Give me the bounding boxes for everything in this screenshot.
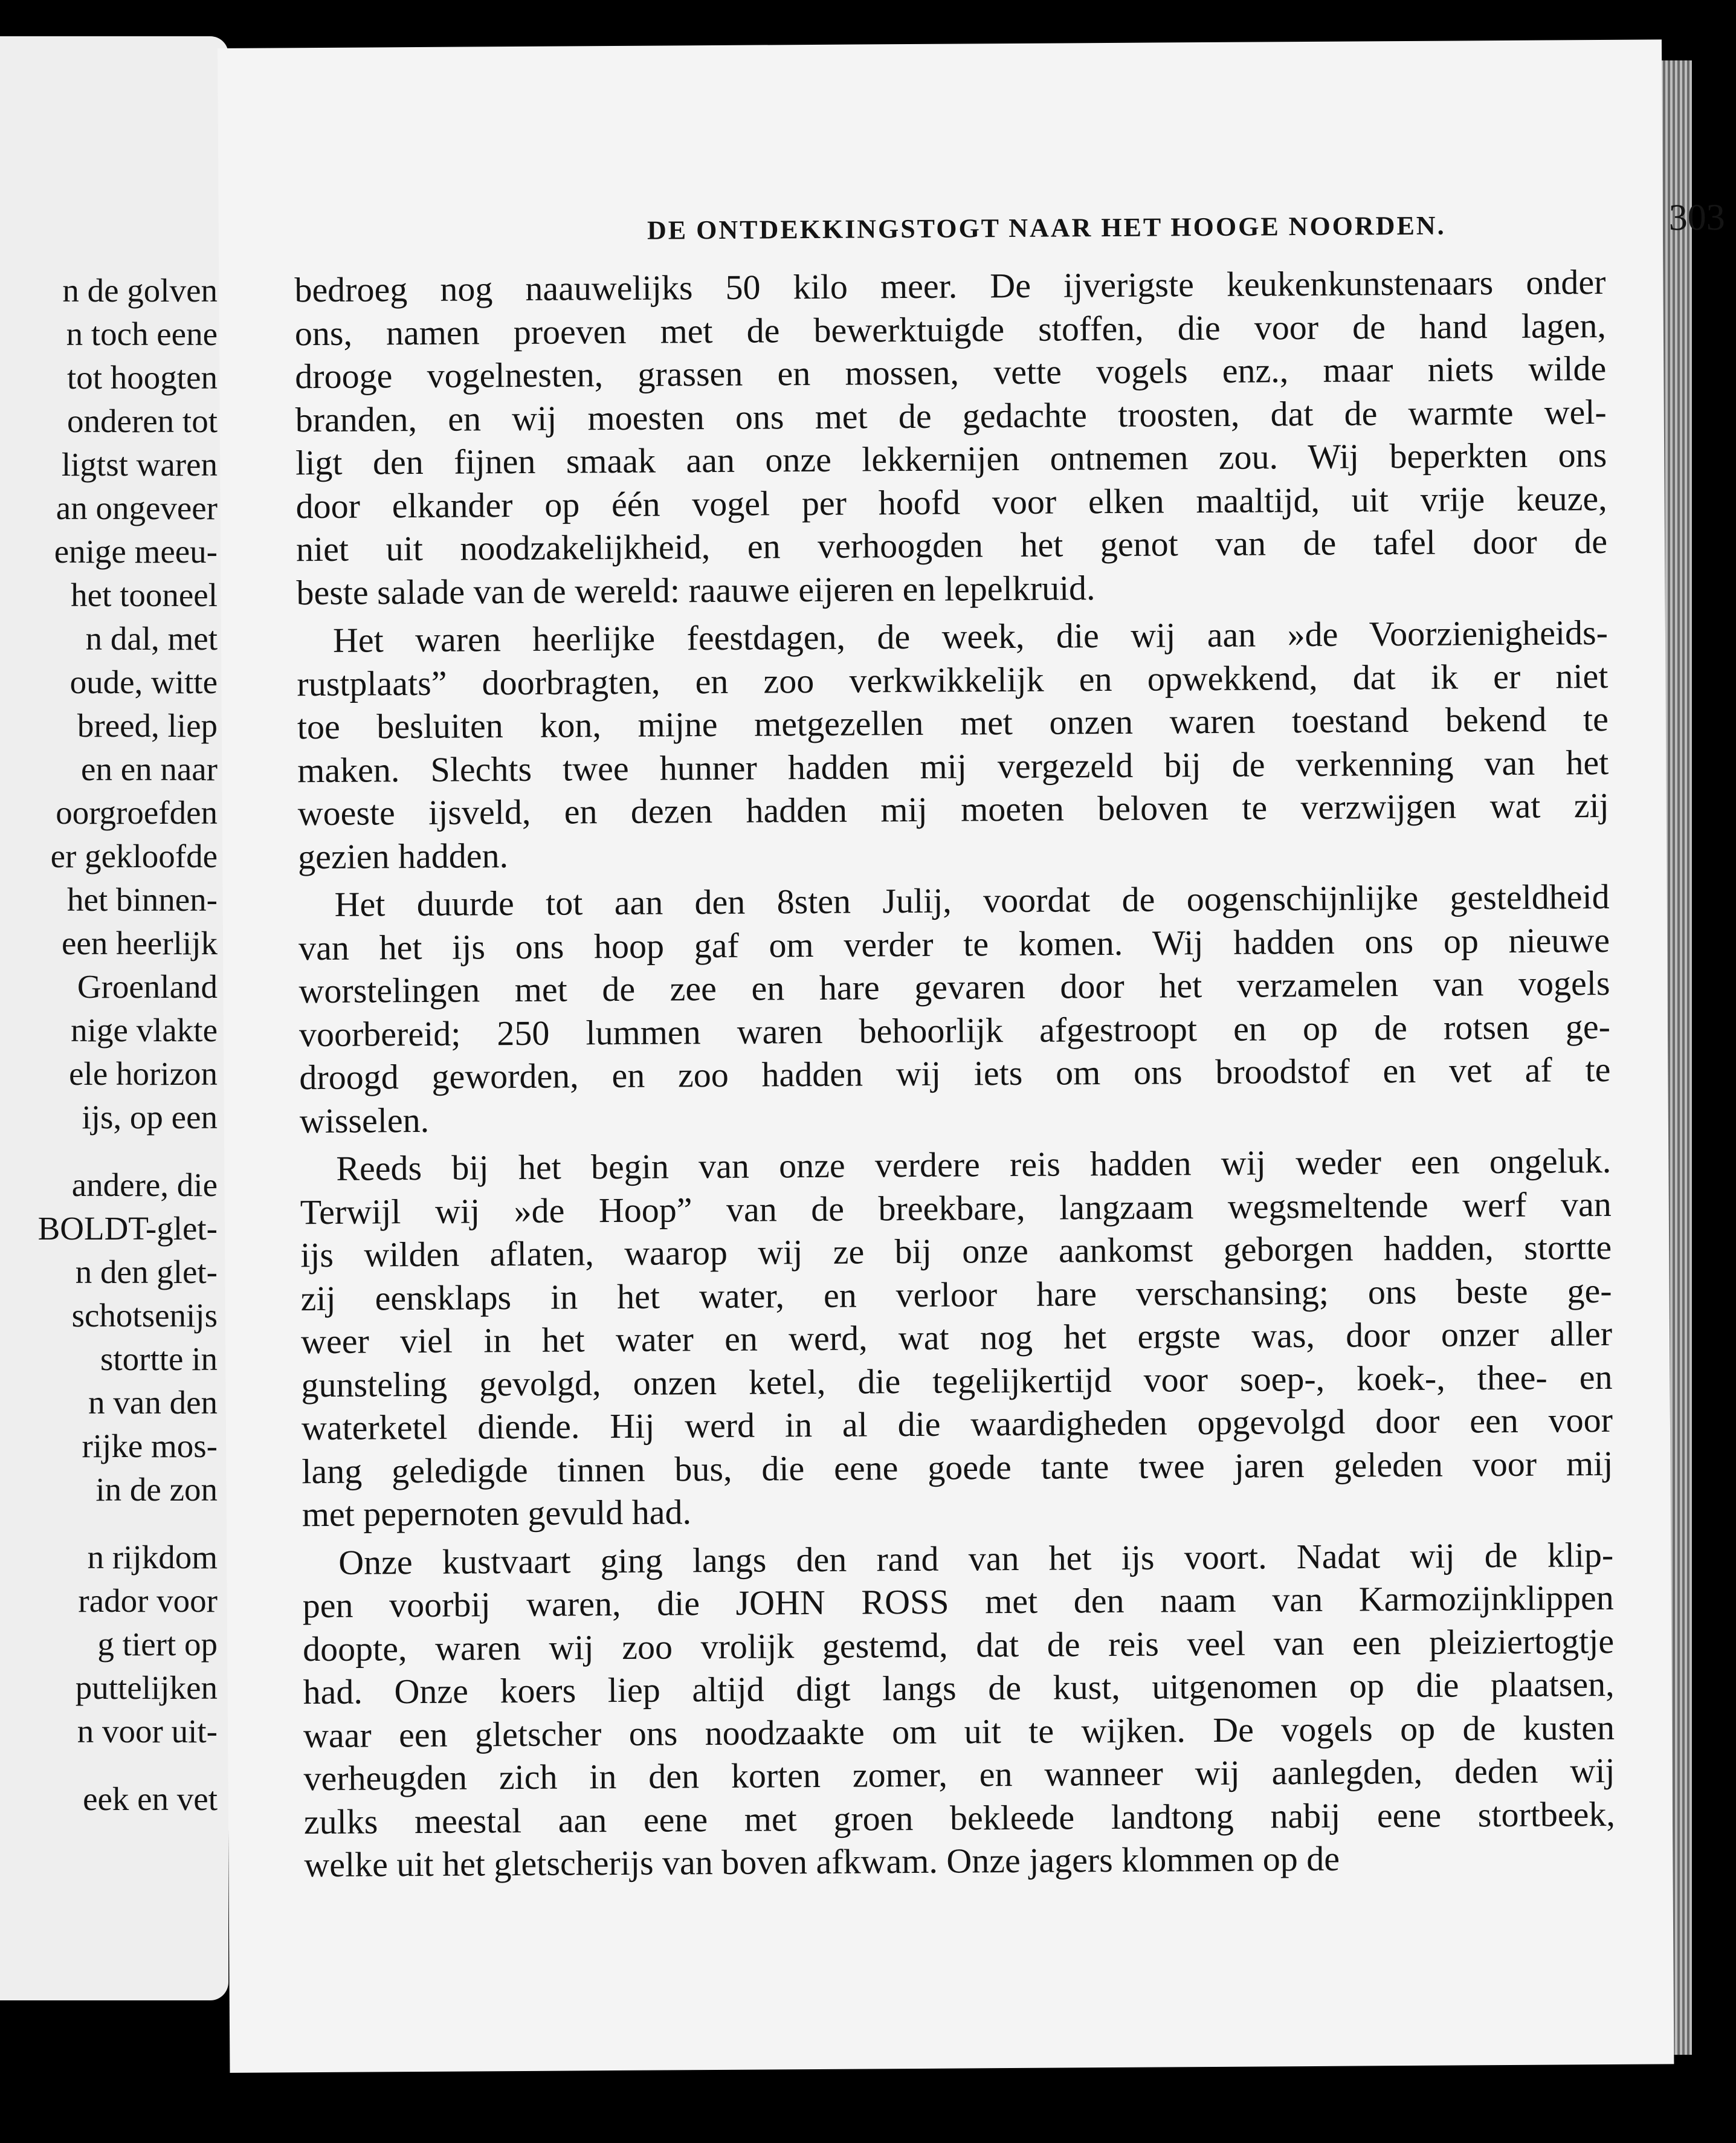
text-line: van het ijs ons hoop gaf om verder te komen. Wij hadden ons op nieuwe [298,920,1610,968]
left-page-line [0,1139,224,1163]
text-line: beste salade van de wereld: raauwe eijeren en lepelkruid. [296,567,1095,612]
text-line: Het waren heerlijke feestdagen, de week, die wij aan »de Voorzienigheids- [332,612,1609,660]
left-page-line: tot hoogten [66,359,218,396]
left-page-line: stortte in [100,1340,218,1377]
paragraph [298,875,1611,1142]
text-line: drooge vogelnesten, grassen en mossen, vette vogels enz., maar niets wilde [295,348,1607,396]
left-page-text [0,269,224,1821]
paragraph [297,611,1610,878]
left-page-line: BOLDT-glet- [37,1210,218,1247]
left-page-line: puttelijken [75,1669,218,1706]
left-page-line: rijke mos- [82,1427,218,1464]
left-page-line: een heerlijk [61,925,218,962]
text-line: Het duurde tot aan den 8sten Julij, voordat de oogenschijnlijke gesteldheid [334,876,1610,924]
text-line: welke uit het gletscherijs van boven afkwam. Onze jagers klommen op de [304,1838,1340,1885]
left-page-line: ijs, op een [82,1099,218,1136]
text-line: Terwijl wij »de Hoop” van de breekbare, langzaam wegsmeltende werf van [300,1184,1612,1232]
paragraph [294,260,1607,614]
text-line: wisselen. [299,1100,430,1140]
left-facing-page [0,36,228,2000]
text-line: waterketel diende. Hij werd in al die waardigheden opgevolgd door een voor [301,1400,1613,1448]
left-page-line: Groenland [77,968,218,1005]
left-page-line [0,1753,224,1777]
text-line: ligt den fijnen smaak aan onze lekkernijen ontnemen zou. Wij beperkten ons [295,435,1607,483]
left-page-line: n voor uit- [77,1713,218,1750]
text-line: met pepernoten gevuld had. [302,1492,692,1534]
left-page-line: g tiert op [97,1626,218,1663]
text-line: doopte, waren wij zoo vrolijk gestemd, dat de reis veel van een pleiziertogtje [302,1621,1615,1669]
left-page-line: oude, witte [69,664,218,700]
left-page-line: n den glet- [75,1253,218,1290]
left-page-line: oorgroefden [56,794,218,831]
left-page-line: het tooneel [71,577,218,613]
text-line: voorbereid; 250 lummen waren behoorlijk afgestroopt en op de rotsen ge- [298,1006,1611,1054]
paragraph [302,1533,1615,1886]
left-page-line: in de zon [95,1471,218,1508]
body-text [294,260,1615,1887]
left-page-line: n van den [88,1384,218,1421]
text-line: gezien hadden. [297,835,509,876]
text-line: pen voorbij waren, die JOHN ROSS met den naam van Karmozijnklippen [302,1577,1614,1626]
left-page-line: n rijkdom [87,1539,218,1576]
text-line: Reeds bij het begin van onze verdere reis hadden wij weder een ongeluk. [336,1140,1612,1188]
text-line: weer viel in het water en werd, wat nog het ergste was, door onzer aller [300,1313,1613,1362]
page-number: 303 [1668,196,1725,239]
text-line: branden, en wij moesten ons met de gedachte troosten, dat de warmte wel- [295,392,1607,439]
right-page [218,39,1725,2073]
left-page-line: en en naar [81,751,218,787]
left-page-line: nige vlakte [71,1012,218,1049]
left-page-line [0,1511,224,1536]
text-line: zij eensklaps in het water, en verloor hare verschansing; ons beste ge- [300,1270,1612,1318]
left-page-line: ligtst waren [61,446,218,483]
text-line: niet uit noodzakelijkheid, en verhoogden het genot van de tafel door de [295,521,1608,569]
text-line: droogd geworden, en zoo hadden wij iets om ons broodstof en vet af te [299,1049,1611,1097]
left-page-line: ele horizon [69,1055,218,1092]
left-page-line: breed, liep [77,707,218,744]
text-line: rustplaats” doorbragten, en zoo verkwikkelijk en opwekkend, dat ik er niet [297,656,1609,703]
left-page-line: andere, die [71,1166,218,1203]
left-page-line: enige meeu- [54,533,218,570]
text-line: zulks meestal aan eene met groen bekleede landtong nabij eene stortbeek, [303,1794,1616,1841]
text-line: Onze kustvaart ging langs den rand van het ijs voort. Nadat wij de klip- [338,1534,1614,1582]
text-line: had. Onze koers liep altijd digt langs de kust, uitgenomen op die plaatsen, [303,1664,1615,1712]
text-line: waar een gletscher ons noodzaakte om uit te wijken. De vogels op de kusten [303,1707,1615,1755]
left-page-line: er gekloofde [50,838,218,874]
text-line: ijs wilden aflaten, waarop wij ze bij onze aankomst geborgen hadden, stortte [300,1227,1612,1275]
left-page-line: rador voor [78,1582,218,1619]
paragraph [300,1139,1613,1536]
left-page-line: an ongeveer [56,490,218,526]
left-page-line: n toch eene [66,315,218,352]
left-page-line: n dal, met [85,620,218,657]
text-line: toe besluiten kon, mijne metgezellen met onzen waren toestand bekend te [297,699,1609,747]
text-line: bedroeg nog naauwelijks 50 kilo meer. De ijverigste keukenkunstenaars onder [294,262,1606,310]
left-page-line: onderen tot [67,402,218,439]
running-title: DE ONTDEKKINGSTOGT NAAR HET HOOGE NOORDEN. [647,210,1446,245]
text-line: door elkander op één vogel per hoofd voor elken maaltijd, uit vrije keuze, [295,478,1607,526]
text-line: woeste ijsveld, en dezen hadden mij moeten beloven te verzwijgen wat zij [297,785,1609,833]
left-page-line: n de golven [62,272,218,309]
text-line: maken. Slechts twee hunner hadden mij vergezeld bij de verkenning van het [297,742,1609,790]
text-line: verheugden zich in den korten zomer, en wanneer wij aanlegden, deden wij [303,1750,1615,1799]
text-line: ons, namen proeven met de bewerktuigde stoffen, die voor de hand lagen, [294,305,1607,353]
text-line: worstelingen met de zee en hare gevaren door het verzamelen van vogels [298,963,1610,1011]
left-page-line: het binnen- [67,881,218,918]
left-page-line: eek en vet [83,1780,218,1817]
text-line: lang geledigde tinnen bus, die eene goede tante twee jaren geleden voor mij [302,1443,1613,1491]
left-page-line: schotsenijs [71,1297,218,1334]
text-line: gunsteling gevolgd, onzen ketel, die tegelijkertijd voor soep-, koek-, thee- en [301,1357,1613,1404]
